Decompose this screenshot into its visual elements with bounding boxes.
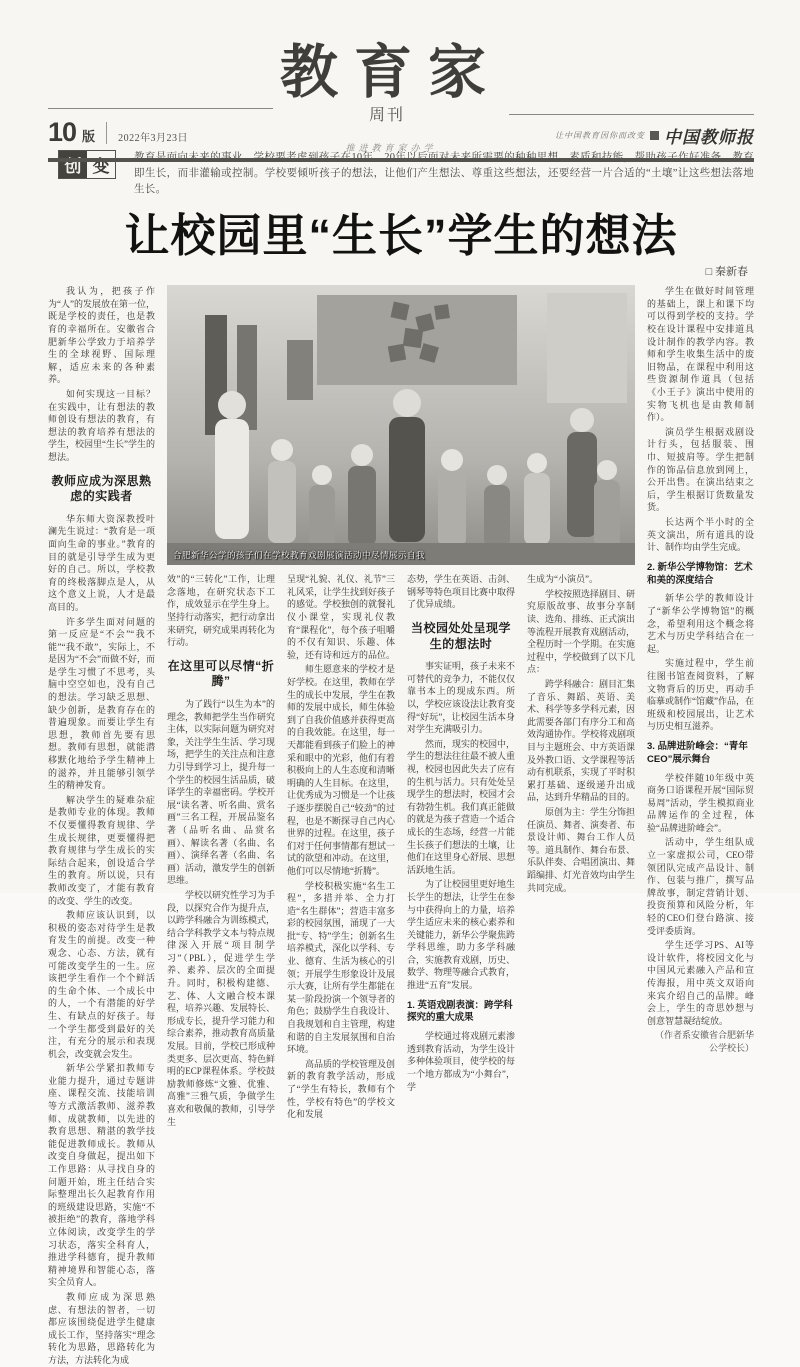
subheading: 3. 品牌进阶峰会：“青年CEO”展示舞台 <box>647 740 748 765</box>
body-paragraph: 学生还学习PS、AI等设计软件，将校园文化与中国风元素融入产品和宣传海报，用中英文双语向来宾介绍自己的品牌。峰会上，学生的奇思妙想与创意智慧凝结绽放。 <box>647 940 754 1026</box>
body-paragraph: 呈现“礼貌、礼仪、礼节”三礼风采，让学生找到好孩子的感觉。学校独创的就餐礼仪小课堂，实现礼仪教育“课程化”，每个孩子咀嚼的不仅有知识、乐趣、体验，还有诗和远方的品位。 <box>287 574 396 660</box>
body-paragraph: 事实证明，孩子未来不可替代的竞争力，不能仅仅靠书本上的现成东西。所以，学校应该设法让教育变得“好玩”，让校园生活本身对学生充满吸引力。 <box>407 661 516 735</box>
body-paragraph: 跨学科融合：剧目汇集了音乐、舞蹈、英语、美术、科学等多学科元素，因此需要各部门有序分工和高效沟通协作。学校将戏剧项目与主题班会、中方英语课及外教口语、文学课程等活动有机联系，实现了平时积累打基础、逐级递升出成品，达到升华精品的目的。 <box>527 679 636 803</box>
section-badge-char-2: 变 <box>87 151 115 178</box>
masthead-rule-right <box>509 114 754 115</box>
subheading: 当校园处处呈现学生的想法时 <box>410 621 511 651</box>
masthead-thick-rule <box>48 158 754 162</box>
body-paragraph: 学生在做好时间管理的基础上，课上和课下均可以得到学校的支持。学校在设计课程中安排道具设计制作的教学内容。教师和学生收集生活中的废旧物品，在课程中利用这些资源制作道具（包括《小王子》演出中使用的实物飞机也是由教师制作）。 <box>647 286 754 423</box>
masthead-right <box>509 114 754 148</box>
body-paragraph: 学校通过将戏剧元素渗透到教育活动，为学生设计多种体验项目，使学校的每一个地方都成为“小舞台”，学 <box>407 1031 516 1092</box>
body-paragraph: （作者系安徽省合肥新华公学校长） <box>654 1030 754 1053</box>
body-paragraph: 高品质的学校管理及创新的教育教学活动，形成了“学生有特长，教师有个性，学校有特色”的学校文化和发展 <box>287 1058 396 1120</box>
page-number: 10 <box>48 117 77 147</box>
body-paragraph: 生成为“小演员”。 <box>527 574 598 585</box>
article-body <box>48 285 754 1365</box>
body-paragraph: 学校积极实施“名生工程”，多措并举、全力打造“名生群体”；营造丰富多彩的校园氛围，涌现了一大批“专、特”学生；创新名生培养模式，深化以学科、专业、德育、生活为核心的引领；开展学生形象设计及展示大赛，让所有学生都能在某一阶段扮演一个领导者的角色；鼓励学生自我设计、自我规划和自主管理，构建和谐的自主发展氛围和自治环境。 <box>287 880 396 1055</box>
body-paragraph: 为了践行“以生为本”的理念，教师把学生当作研究主体，以实际问题为研究对象，关注学生生活、学习现场，把学生的关注点和注意力引导到学习上，提升每一个学生的校园生活品质，破译学生的幸福密码。学校开展“读名著、听名曲、赏名画”三名工程，开展品鉴名著（品听名曲、品赏名画）、解读名著（名曲、名画）、演绎名著（名曲、名画）活动，激发学生的创新思维。 <box>167 699 276 886</box>
column-2 <box>167 573 275 1130</box>
subheading: 1. 英语戏剧表演：跨学科探究的重大成果 <box>407 999 513 1024</box>
weekly-tagline: 推进教育家办学 <box>345 143 437 153</box>
dateline: 2022年3月23日 <box>118 133 189 144</box>
masthead <box>48 38 754 153</box>
page-number-label: 版 <box>82 129 96 144</box>
subheading: 教师应成为深思熟虑的实践者 <box>51 473 152 504</box>
subheading: 2. 新华公学博物馆：艺术和美的深度结合 <box>647 561 753 586</box>
body-paragraph: 活动中，学生组队成立一家虚拟公司，CEO带领团队完成产品设计、制作、包装与推广，撰写品牌故事，制定营销计划、投资预算和风险分析，年轻的CEO们登台路演、接受评委质询。 <box>647 837 754 936</box>
body-paragraph: 如何实现这一目标？在实践中，让有想法的教师创设有想法的教育，有想法的教育培养有想法的学生，校园里“生长”学生的想法。 <box>48 389 155 462</box>
masthead-left <box>48 108 273 148</box>
body-paragraph: 为了让校园里更好地生长学生的想法，让学生在参与中获得向上的力量，培养学生适应未来的核心素养和关键能力，新华公学聚焦跨学科思维，助力多学科融合，实施教育戏剧，历史、数学、物理等融合式教育，推进“五育”发展。 <box>407 879 516 991</box>
body-paragraph: 原创为主：学生分饰担任演员、舞者、演奏者、布景设计师、舞台工作人员等。道具制作、舞台布景、乐队伴奏、合唱团演出、舞蹈编排、灯光音效均由学生共同完成。 <box>527 806 636 893</box>
body-paragraph: 态势，学生在英语、击剑、钢琴等特色项目比赛中取得了优异成绩。 <box>407 574 516 610</box>
body-paragraph: 教师应成为深思熟虑、有想法的智者，一切都应该围绕促进学生健康成长工作，坚持落实“理念转化为思路，思路转化为方法，方法转化为成 <box>48 1291 155 1365</box>
masthead-rule-left <box>48 108 273 109</box>
body-paragraph: 学校伴随10年级中英商务口语课程开展“国际贸易周”活动，学生模拟商业品牌运作的全过程，体验“品牌进阶峰会”。 <box>647 772 754 833</box>
body-paragraph: 演员学生根据戏剧设计行头，包括服装、围巾、短披肩等。学生把制作的饰品信息放到网上，公开出售。在演出结束之后，学生根据订货数量发货。 <box>647 426 754 513</box>
brand-logo-icon <box>650 131 659 140</box>
body-paragraph: 学校按照选择剧目、研究原版故事、故事分享制读、选角、排练、正式演出等流程开展教育戏剧活动，全程历时一个学期。在实施过程中，学校做到了以下几点： <box>527 588 636 675</box>
column-3 <box>287 573 395 1130</box>
body-paragraph: 华东师大资深教授叶澜先生说过：“教育是一项面向生命的事业。”教育的目的就是引导学生成为更好的自己。所以，学校教育的终极落脚点是人，从这个意义上说，人才是最高目的。 <box>48 513 155 612</box>
article-headline: 让校园里“生长”学生的想法 <box>124 210 678 261</box>
column-5 <box>527 573 635 1130</box>
body-paragraph: 长达两个半小时的全英文演出，所有道具的设计、制作均由学生完成。 <box>647 516 754 553</box>
body-paragraph: 然而，现实的校园中，学生的想法往往最不被人重视，校园也因此失去了应有的生机与活力。只有处处呈现学生的想法时，校园才会有勃勃生机。我们真正能做的就是为孩子营造一个适合成长的生态场，经营一片能生长孩子们想法的土壤，让他们在这里身心舒展、思想活跃地生活。 <box>407 738 516 875</box>
weekly-label: 周刊 <box>368 107 405 124</box>
photo-caption: 合肥新华公学的孩子们在学校教育戏剧展演活动中尽情展示自我 <box>173 550 426 561</box>
body-paragraph: 新华公学紧扣教师专业能力提升，通过专题讲座、课程交流、技能培训等方式激活教师、滋养教师、成就教师，以先进的教育思想、精湛的教学技能促进教师成长。教师从改变自身做起，提出如下工作思路：从寻找自身的问题开始，班主任结合实际整理出长久起教育作用的班级建设思路，实施“不被拒绝”的教育，落地学科立体阅读，改变学生的学习状态，落实全科育人，推进学科德育，提升教师精神境界和智能心态，落实全员育人。 <box>48 1063 155 1288</box>
subheading: 在这里可以尽情“折腾” <box>167 658 275 689</box>
body-paragraph: 解决学生的疑难杂症是教师专业的体现。教师不仅要懂得教育规律、学生成长规律，更要懂得把教育规律与学生成长的实际结合起来，创设适合学生的教育。所以说，只有教师改变了，才能有教育的改变、学生的改变。 <box>48 794 155 906</box>
article-byline: □ 秦新春 <box>705 266 748 279</box>
body-paragraph: 新华公学的教师设计了“新华公学博物馆”的概念，希望利用这个概念将艺术与历史学科结合在一起。 <box>647 593 754 654</box>
body-paragraph: 师生愿意来的学校才是好学校。在这里，教师在学生的成长中发展，学生在教师的发展中成长，师生体验到了自我价值感并获得更高的自我效能。在这里，每一天都能看到孩子们脸上的神采和眼中的光彩，他们有着积极向上的人生态度和清晰明确的人生目标。在这里，让优秀成为习惯是一个让孩子逐步摆脱自己“较劲”的过程，也是不断探寻自己内心世界的过程。在这里，孩子们对于任何事情都有想试一试的欲望和冲动。在这里，他们可以尽情地“折腾”。 <box>287 664 396 876</box>
body-paragraph: 实施过程中，学生前往图书馆查阅资料，了解文物背后的历史，再动手临摹或制作“馆藏”作品，在班级和校园展出，让艺术与历史相互滋养。 <box>647 658 754 732</box>
masthead-divider <box>106 122 107 144</box>
column-1 <box>48 285 155 1365</box>
article-photo <box>167 285 635 565</box>
body-paragraph: 效”的“三转化”工作，让理念落地，在研究状态下工作，成效显示在学生身上。坚持行动落实，把行动拿出来研究，研究成果再转化为行动。 <box>167 574 276 648</box>
column-4 <box>407 573 515 1130</box>
body-paragraph: 学校以研究性学习为手段，以探究合作为提升点，以跨学科融合为训练模式，结合学科教学文本与特点规律深入开展“项目制学习”（PBL），促进学生学养、素养、层次的全面提升。同时，积极构建德、艺、体、人文融合校本课程，培养兴趣、发展特长、形成专长，提升学习能力和综合素养，推动教育高质量发展。目前，学校已形成种类更多、层次更高、特色鲜明的ECP课程体系。学校鼓励教师修炼“文雅、优雅、高雅”三雅气质，争做学生喜欢和敬佩的教师，引导学生 <box>167 889 276 1127</box>
body-paragraph: 我认为，把孩子作为“人”的发展放在第一位，既是学校的责任，也是教育的幸福所在。安徽省合肥新华公学致力于培养学生的全球视野、国际理解，适应未来的各种素养。 <box>48 286 155 385</box>
brand-slogan: 让中国教育因你而改变 <box>555 131 645 140</box>
weekly-title: 教育家 <box>279 40 502 105</box>
section-badge-char-1: 创 <box>59 151 87 178</box>
intro-paragraph: 教育是面向未来的事业。学校要考虑到孩子在10年、20年以后面对未来所需要的种种思想、素质和技能，帮助孩子作好准备。教育即生长，而非灌输或控制。学校要倾听孩子的想法，让他们产生想法、尊重这些想法，还要经营一片合适的“土壤”让这些想法落地生长。 <box>134 152 754 195</box>
center-block <box>167 285 636 1127</box>
masthead-title-block <box>273 40 509 154</box>
section-badge <box>58 150 116 179</box>
photo-illustration <box>167 285 635 565</box>
column-6 <box>647 285 754 1053</box>
body-paragraph: 教师应该认识到，以积极的姿态对待学生是教育发生的前提。改变一种观念、心态、方法，就有可能改变学生的一生。应该把学生看作一个个鲜活的生命个体、一个成长中的人，一个有潜能的好学生、有缺点的好孩子。每一个学生都受到最好的关注，有充分的展示和表现机会，改变就会发生。 <box>48 910 155 1059</box>
body-paragraph: 许多学生面对问题的第一反应是“不会”“我不能”“我不敢”，实际上，不是因为“不会”而做不好，而是学生习惯了不思考，头脑中空空如也，没有自己的想法。学习缺乏思想、缺少创新，是教育存在的普遍现象。而要让学生有思想，教师首先要有思想。教师有思想，就能潜移默化地给予学生精神上的滋养，并且能够引领学生的精神发育。 <box>48 616 155 791</box>
newspaper-brand: 中国教师报 <box>664 128 754 147</box>
